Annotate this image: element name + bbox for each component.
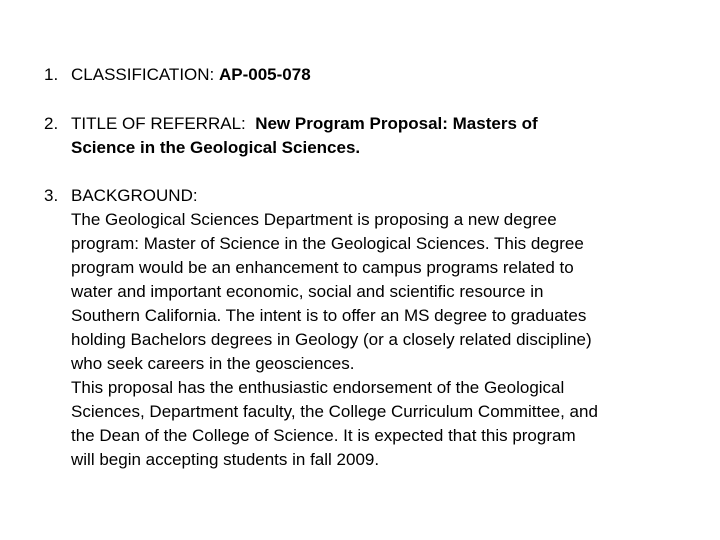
item-title-of-referral <box>44 112 704 160</box>
classification-value: AP-005-078 <box>219 65 311 84</box>
item-number: 1. <box>44 65 59 84</box>
background-line: who seek careers in the geosciences. <box>71 354 355 373</box>
background-line: the Dean of the College of Science. It is expected that this program <box>71 426 576 445</box>
item-number: 2. <box>44 114 59 133</box>
background-line: will begin accepting students in fall 2009. <box>71 450 380 469</box>
classification-label: CLASSIFICATION: <box>71 65 215 84</box>
background-line: program would be an enhancement to campus programs related to <box>71 258 574 277</box>
background-label: BACKGROUND: <box>71 186 198 205</box>
background-line: water and important economic, social and scientific resource in <box>71 282 544 301</box>
background-line: program: Master of Science in the Geological Sciences. This degree <box>71 234 584 253</box>
title-of-referral-value-line2: Science in the Geological Sciences. <box>71 138 361 157</box>
background-line: Sciences, Department faculty, the College Curriculum Committee, and <box>71 402 598 421</box>
title-of-referral-value-line1: New Program Proposal: Masters of <box>255 114 538 133</box>
background-line: This proposal has the enthusiastic endorsement of the Geological <box>71 378 565 397</box>
item-number: 3. <box>44 186 59 205</box>
item-background <box>44 184 704 472</box>
background-line: holding Bachelors degrees in Geology (or a closely related discipline) <box>71 330 592 349</box>
title-of-referral-label: TITLE OF REFERRAL: <box>71 114 246 133</box>
background-line: The Geological Sciences Department is proposing a new degree <box>71 210 557 229</box>
background-line: Southern California. The intent is to offer an MS degree to graduates <box>71 306 587 325</box>
item-classification <box>44 63 704 87</box>
